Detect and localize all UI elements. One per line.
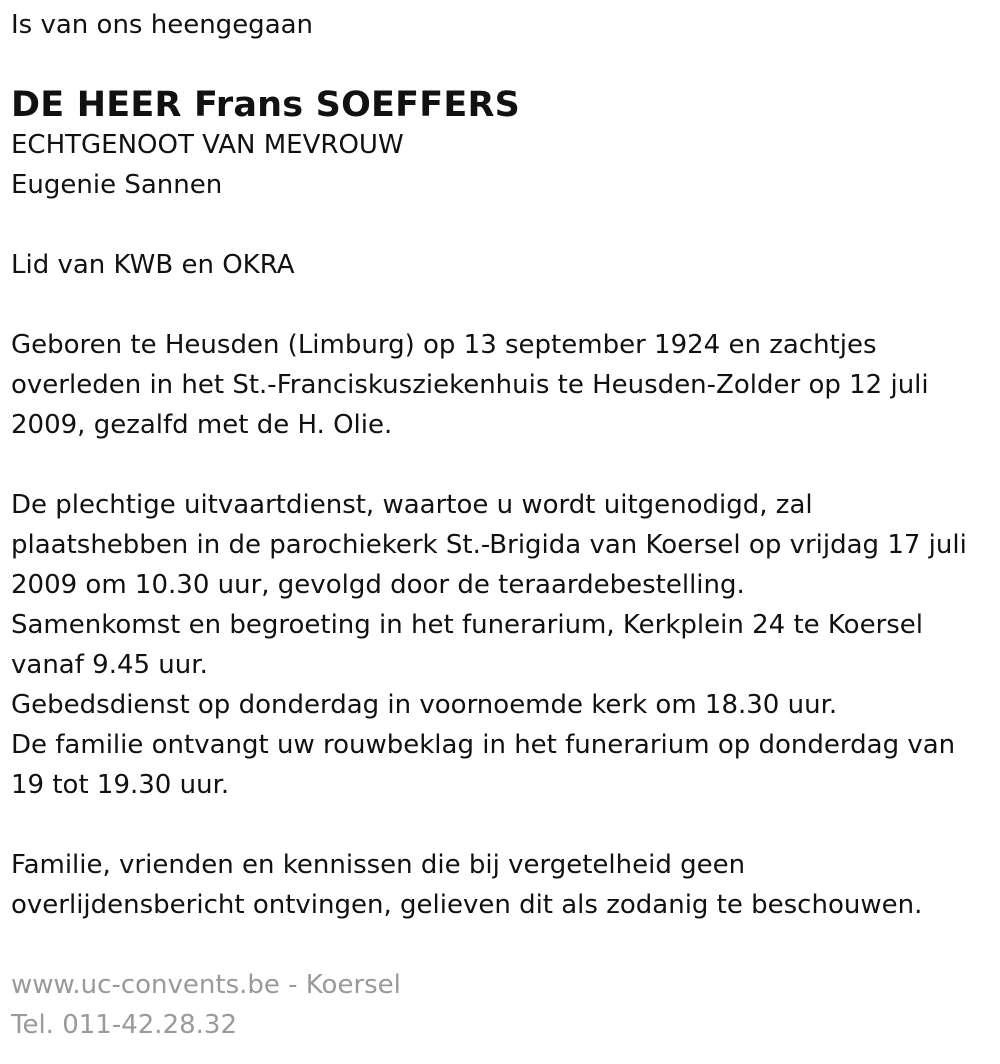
paragraph-line: plaatshebben in de parochiekerk St.-Brigida van Koersel op vrijdag 17 juli <box>11 530 967 560</box>
paragraph-line: Samenkomst en begroeting in het funerarium, Kerkplein 24 te Koersel <box>11 610 924 640</box>
service-paragraph <box>11 485 990 805</box>
deceased-name: DE HEER Frans SOEFFERS <box>11 85 521 125</box>
membership-text: Lid van KWB en OKRA <box>11 250 295 280</box>
paragraph-line: 19 tot 19.30 uur. <box>11 770 230 800</box>
paragraph-line: overleden in het St.-Franciskusziekenhuis te Heusden-Zolder op 12 juli <box>11 370 929 400</box>
paragraph-spacer <box>11 205 990 245</box>
paragraph-line: De plechtige uitvaartdienst, waartoe u wordt uitgenodigd, zal <box>11 490 813 520</box>
paragraph-spacer <box>11 805 990 845</box>
paragraph-line: vanaf 9.45 uur. <box>11 650 208 680</box>
funeral-home-website: www.uc-convents.be - Koersel <box>11 970 401 1000</box>
funeral-home-phone: Tel. 011-42.28.32 <box>11 1010 238 1040</box>
paragraph-line: Geboren te Heusden (Limburg) op 13 september 1924 en zachtjes <box>11 330 877 360</box>
closing-paragraph <box>11 845 990 925</box>
birth-death-paragraph <box>11 325 990 445</box>
paragraph-line: 2009 om 10.30 uur, gevolgd door de teraardebestelling. <box>11 570 745 600</box>
paragraph-line: Gebedsdienst op donderdag in voornoemde kerk om 18.30 uur. <box>11 690 838 720</box>
intro-text: Is van ons heengegaan <box>11 10 314 40</box>
spouse-name: Eugenie Sannen <box>11 170 223 200</box>
paragraph-line: De familie ontvangt uw rouwbeklag in het funerarium op donderdag van <box>11 730 956 760</box>
paragraph-line: 2009, gezalfd met de H. Olie. <box>11 410 393 440</box>
paragraph-spacer <box>11 445 990 485</box>
paragraph-line: overlijdensbericht ontvingen, gelieven dit als zodanig te beschouwen. <box>11 890 923 920</box>
paragraph-line: Familie, vrienden en kennissen die bij vergetelheid geen <box>11 850 746 880</box>
spouse-label: ECHTGENOOT VAN MEVROUW <box>11 130 404 160</box>
paragraph-spacer <box>11 285 990 325</box>
paragraph-spacer <box>11 925 990 965</box>
